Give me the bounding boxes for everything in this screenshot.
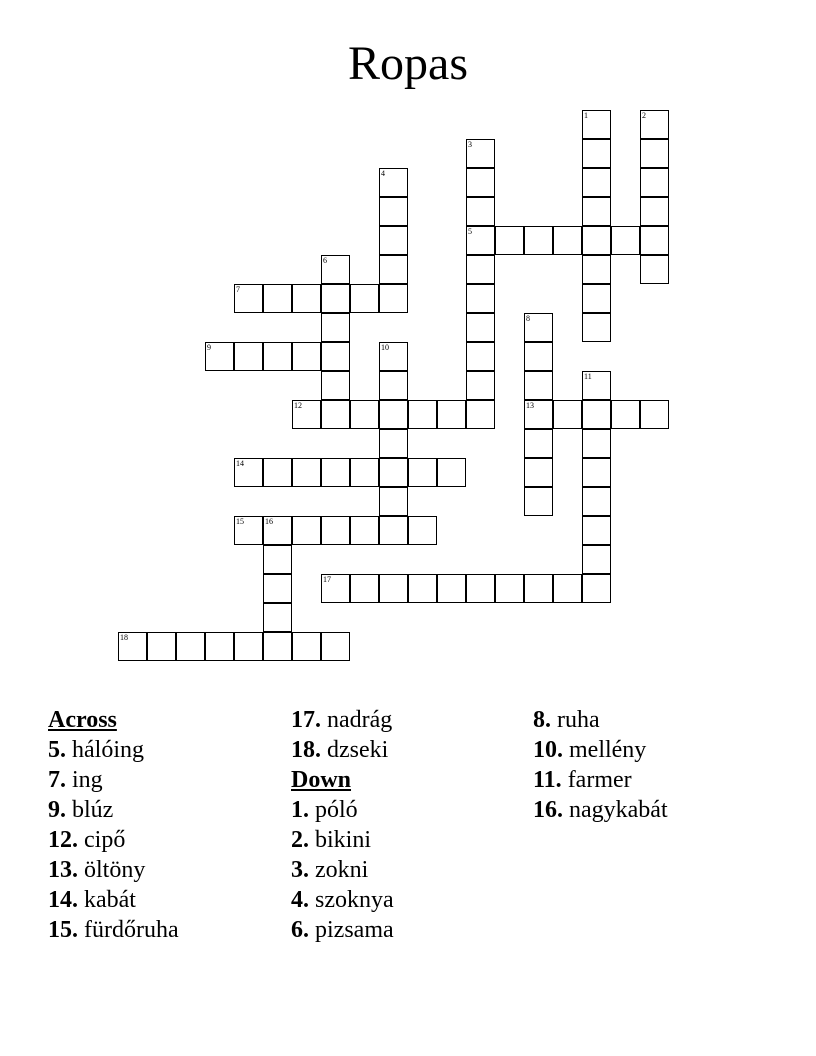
grid-cell[interactable] [466,574,495,603]
cell-number: 13 [526,401,534,410]
grid-cell[interactable] [321,313,350,342]
grid-cell[interactable] [321,342,350,371]
grid-cell[interactable] [379,429,408,458]
cell-number: 1 [584,111,588,120]
clue-number: 3. [291,857,309,883]
clue-text: zokni [315,857,369,883]
grid-cell[interactable] [640,110,669,139]
clue-across-17[interactable] [291,705,531,735]
grid-cell[interactable] [466,197,495,226]
clue-text: pizsama [315,917,394,943]
grid-cell[interactable] [379,168,408,197]
cell-number: 15 [236,517,244,526]
grid-cell[interactable] [408,400,437,429]
grid-cell[interactable] [118,632,147,661]
clue-down-16[interactable] [533,795,773,825]
clue-text: cipő [84,827,126,853]
grid-cell[interactable] [495,574,524,603]
grid-cell[interactable] [234,458,263,487]
grid-cell[interactable] [495,226,524,255]
clue-text: dzseki [327,737,389,763]
clue-number: 15. [48,917,78,943]
clue-across-9[interactable] [48,795,288,825]
clue-across-7[interactable] [48,765,288,795]
grid-cell[interactable] [263,342,292,371]
clue-text: póló [315,797,358,823]
clue-column-1 [48,705,288,945]
grid-cell[interactable] [408,516,437,545]
grid-cell[interactable] [263,632,292,661]
grid-cell[interactable] [379,342,408,371]
clue-down-4[interactable] [291,885,531,915]
grid-cell[interactable] [234,632,263,661]
grid-cell[interactable] [582,400,611,429]
grid-cell[interactable] [553,226,582,255]
cell-number: 10 [381,343,389,352]
grid-cell[interactable] [350,516,379,545]
grid-cell[interactable] [263,516,292,545]
grid-cell[interactable] [234,284,263,313]
cell-number: 11 [584,372,592,381]
cell-number: 5 [468,227,472,236]
grid-cell[interactable] [466,168,495,197]
grid-cell[interactable] [321,400,350,429]
grid-cell[interactable] [611,226,640,255]
clue-across-5[interactable] [48,735,288,765]
grid-cell[interactable] [640,168,669,197]
grid-cell[interactable] [234,342,263,371]
grid-cell[interactable] [176,632,205,661]
grid-cell[interactable] [524,342,553,371]
grid-cell[interactable] [466,371,495,400]
grid-cell[interactable] [292,400,321,429]
cell-number: 2 [642,111,646,120]
grid-cell[interactable] [640,226,669,255]
grid-cell[interactable] [379,574,408,603]
grid-cell[interactable] [379,516,408,545]
grid-cell[interactable] [524,458,553,487]
grid-cell[interactable] [263,603,292,632]
grid-cell[interactable] [466,400,495,429]
cell-number: 12 [294,401,302,410]
clue-across-15[interactable] [48,915,288,945]
grid-cell[interactable] [408,574,437,603]
clue-number: 12. [48,827,78,853]
clue-number: 6. [291,917,309,943]
clue-across-18[interactable] [291,735,531,765]
clue-text: ing [72,767,103,793]
clue-text: hálóing [72,737,144,763]
grid-cell[interactable] [147,632,176,661]
grid-cell[interactable] [582,545,611,574]
clue-text: blúz [72,797,114,823]
grid-cell[interactable] [321,284,350,313]
grid-cell[interactable] [582,197,611,226]
grid-cell[interactable] [205,342,234,371]
grid-cell[interactable] [350,458,379,487]
cell-number: 8 [526,314,530,323]
clue-number: 16. [533,797,563,823]
grid-cell[interactable] [350,574,379,603]
grid-cell[interactable] [553,400,582,429]
grid-cell[interactable] [466,313,495,342]
clue-text: kabát [84,887,136,913]
grid-cell[interactable] [582,574,611,603]
cell-number: 16 [265,517,273,526]
clue-down-10[interactable] [533,735,773,765]
grid-cell[interactable] [582,168,611,197]
clue-column-3 [533,705,773,825]
clue-number: 9. [48,797,66,823]
cell-number: 4 [381,169,385,178]
clue-number: 2. [291,827,309,853]
grid-cell[interactable] [379,487,408,516]
clue-text: fürdőruha [84,917,179,943]
clue-down-11[interactable] [533,765,773,795]
grid-cell[interactable] [466,342,495,371]
grid-cell[interactable] [524,371,553,400]
cell-number: 7 [236,285,240,294]
grid-cell[interactable] [408,458,437,487]
grid-cell[interactable] [292,632,321,661]
clue-text: öltöny [84,857,146,883]
grid-cell[interactable] [582,226,611,255]
grid-cell[interactable] [205,632,234,661]
grid-cell[interactable] [640,400,669,429]
grid-cell[interactable] [524,400,553,429]
cell-number: 17 [323,575,331,584]
grid-cell[interactable] [466,139,495,168]
grid-cell[interactable] [582,516,611,545]
grid-cell[interactable] [437,400,466,429]
clue-across-13[interactable] [48,855,288,885]
grid-cell[interactable] [582,429,611,458]
grid-cell[interactable] [640,255,669,284]
grid-cell[interactable] [640,139,669,168]
clue-number: 10. [533,737,563,763]
clue-down-3[interactable] [291,855,531,885]
grid-cell[interactable] [379,226,408,255]
grid-cell[interactable] [553,574,582,603]
grid-cell[interactable] [437,574,466,603]
grid-cell[interactable] [524,226,553,255]
grid-cell[interactable] [321,574,350,603]
grid-cell[interactable] [611,400,640,429]
grid-cell[interactable] [466,226,495,255]
clue-down-1[interactable] [291,795,531,825]
grid-cell[interactable] [292,516,321,545]
clue-text: nadrág [327,707,393,733]
clue-number: 5. [48,737,66,763]
grid-cell[interactable] [379,371,408,400]
grid-cell[interactable] [292,458,321,487]
grid-cell[interactable] [321,516,350,545]
clue-text: farmer [567,767,632,793]
grid-cell[interactable] [524,574,553,603]
clue-number: 1. [291,797,309,823]
clue-number: 4. [291,887,309,913]
grid-cell[interactable] [263,545,292,574]
cell-number: 9 [207,343,211,352]
cell-number: 6 [323,256,327,265]
clue-down-6[interactable] [291,915,531,945]
cell-number: 18 [120,633,128,642]
grid-cell[interactable] [466,284,495,313]
grid-cell[interactable] [292,342,321,371]
page-title: Ropas [348,37,468,90]
clue-text: szoknya [315,887,394,913]
grid-cell[interactable] [379,458,408,487]
grid-cell[interactable] [263,574,292,603]
clue-number: 8. [533,707,551,733]
clue-number: 14. [48,887,78,913]
grid-cell[interactable] [582,284,611,313]
clue-across-12[interactable] [48,825,288,855]
clue-text: ruha [557,707,600,733]
clue-text: nagykabát [569,797,668,823]
clue-number: 17. [291,707,321,733]
grid-cell[interactable] [350,284,379,313]
grid-cell[interactable] [582,139,611,168]
grid-cell[interactable] [379,255,408,284]
grid-cell[interactable] [321,255,350,284]
grid-cell[interactable] [379,400,408,429]
clue-number: 7. [48,767,66,793]
grid-cell[interactable] [582,487,611,516]
clue-text: bikini [315,827,372,853]
grid-cell[interactable] [582,110,611,139]
grid-cell[interactable] [263,458,292,487]
across-heading: Across [48,707,117,733]
grid-cell[interactable] [321,458,350,487]
grid-cell[interactable] [350,400,379,429]
grid-cell[interactable] [582,313,611,342]
clue-number: 18. [291,737,321,763]
grid-cell[interactable] [379,197,408,226]
grid-cell[interactable] [321,632,350,661]
grid-cell[interactable] [321,371,350,400]
clue-down-2[interactable] [291,825,531,855]
grid-cell[interactable] [292,284,321,313]
grid-cell[interactable] [524,487,553,516]
grid-cell[interactable] [524,313,553,342]
grid-cell[interactable] [582,371,611,400]
clue-across-14[interactable] [48,885,288,915]
clue-number: 11. [533,767,562,793]
clue-down-8[interactable] [533,705,773,735]
grid-cell[interactable] [582,255,611,284]
grid-cell[interactable] [263,284,292,313]
clue-column-2 [291,705,531,945]
grid-cell[interactable] [437,458,466,487]
cell-number: 14 [236,459,244,468]
clue-number: 13. [48,857,78,883]
grid-cell[interactable] [466,255,495,284]
down-heading: Down [291,767,352,793]
clue-text: mellény [569,737,647,763]
grid-cell[interactable] [379,284,408,313]
grid-cell[interactable] [234,516,263,545]
grid-cell[interactable] [524,429,553,458]
cell-number: 3 [468,140,472,149]
grid-cell[interactable] [640,197,669,226]
grid-cell[interactable] [582,458,611,487]
